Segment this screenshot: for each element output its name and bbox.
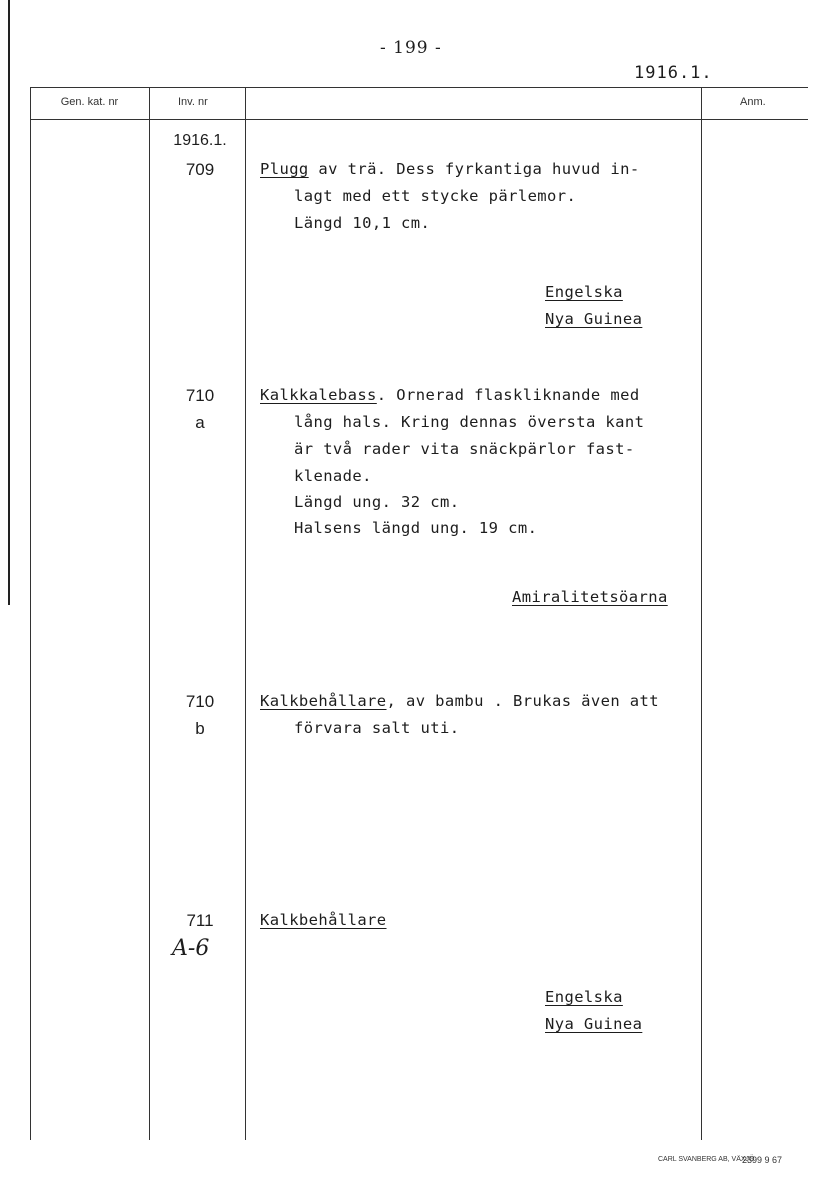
page-number: - 199 - [380, 38, 442, 58]
inv-column-border [245, 87, 246, 1140]
printer-imprint: CARL SVANBERG AB, VÄXJÖ [658, 1156, 755, 1163]
origin-line: Engelska [545, 283, 623, 301]
entry-title: Kalkbehållare [260, 692, 387, 710]
form-number: 2399 9 67 [742, 1155, 783, 1165]
first-inv-prefix: 1916.1. [173, 132, 227, 149]
inv-number: 710 [185, 386, 215, 405]
table-left-border [30, 87, 31, 1140]
handwritten-note: A-6 [172, 936, 210, 961]
origin-line: Engelska [545, 988, 623, 1006]
entry-line: förvara salt uti. [294, 719, 460, 737]
anm-column-border [701, 87, 702, 1140]
header-bottom-rule [30, 119, 808, 120]
entry-first-line: Kalkbehållare, av bambu . Brukas även att [260, 692, 660, 710]
origin-line: Amiralitetsöarna [512, 588, 668, 606]
entry-line: lång hals. Kring dennas översta kant [294, 413, 645, 431]
entry-first-line: Kalkkalebass. Ornerad flaskliknande med [260, 386, 640, 404]
origin-line: Nya Guinea [545, 310, 643, 328]
entry-line: Längd ung. 32 cm. [294, 493, 460, 511]
accession-header: 1916.1. [634, 63, 713, 83]
header-anm: Anm. [740, 96, 766, 108]
header-gen-kat: Gen. kat. nr [60, 96, 119, 108]
inv-number: 711 [186, 911, 214, 930]
inv-number: 710 [185, 692, 215, 711]
entry-line: lagt med ett stycke pärlemor. [294, 187, 577, 205]
inv-number: 709 [185, 160, 215, 179]
origin-line: Nya Guinea [545, 1015, 643, 1033]
entry-line: Längd 10,1 cm. [294, 214, 431, 232]
left-margin-bar [8, 0, 10, 605]
entry-line: är två rader vita snäckpärlor fast- [294, 440, 635, 458]
gen-kat-column-border [149, 87, 150, 1140]
entry-title: Kalkbehållare [260, 911, 387, 929]
inv-sub: b [195, 719, 205, 738]
entry-title: Plugg [260, 160, 309, 178]
inv-sub: a [195, 413, 205, 432]
entry-first-line: Plugg av trä. Dess fyrkantiga huvud in- [260, 160, 640, 178]
table-top-rule [30, 87, 808, 88]
entry-line: Halsens längd ung. 19 cm. [294, 519, 538, 537]
entry-line: klenade. [294, 467, 372, 485]
entry-title: Kalkkalebass [260, 386, 377, 404]
header-inv: Inv. nr [178, 96, 208, 108]
